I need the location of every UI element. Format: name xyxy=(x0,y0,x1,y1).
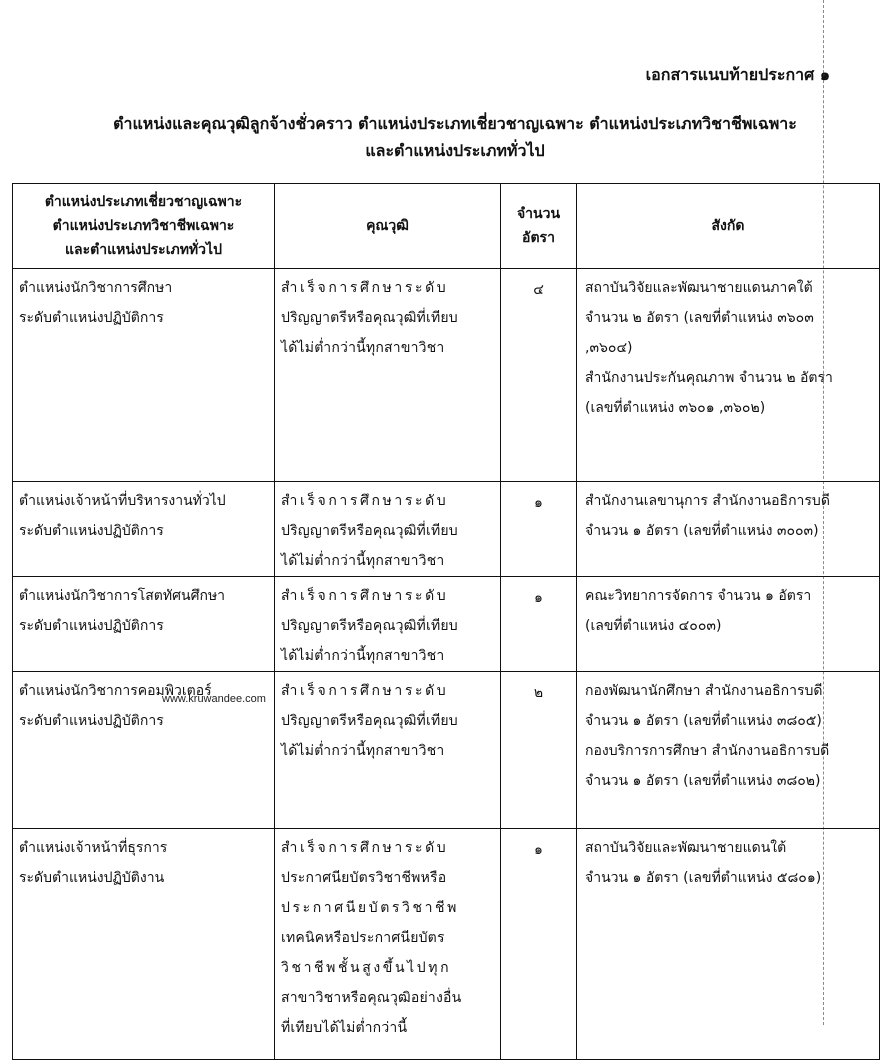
unit-cell xyxy=(577,482,880,577)
unit-line: คณะวิทยาการจัดการ จำนวน ๑ อัตรา xyxy=(585,588,812,604)
header-count xyxy=(501,184,577,269)
qualification-cell xyxy=(275,577,501,672)
position-cell xyxy=(13,269,275,482)
unit-line: สถาบันวิจัยและพัฒนาชายแดนใต้ xyxy=(585,840,787,856)
qualification-line: สำเร็จการศึกษาระดับ xyxy=(281,683,449,699)
header-position xyxy=(13,184,275,269)
qualification-line: ประกาศนียบัตรวิชาชีพ xyxy=(281,900,459,916)
position-cell xyxy=(13,577,275,672)
table-header-row xyxy=(13,184,880,269)
table-row xyxy=(13,269,880,482)
qualification-line: ได้ไม่ต่ำกว่านี้ทุกสาขาวิชา xyxy=(281,553,445,569)
count-cell: ๑ xyxy=(501,829,577,1060)
document-title xyxy=(60,110,850,164)
position-line: ตำแหน่งนักวิชาการคอมพิวเตอร์ xyxy=(19,683,212,699)
qualification-line: ปริญญาตรีหรือคุณวุฒิที่เทียบ xyxy=(281,523,458,539)
qualification-line: ได้ไม่ต่ำกว่านี้ทุกสาขาวิชา xyxy=(281,340,445,356)
watermark-text: www.kruwandee.com xyxy=(162,693,266,705)
qualification-line: สำเร็จการศึกษาระดับ xyxy=(281,588,449,604)
unit-line: (เลขที่ตำแหน่ง ๔๐๐๓) xyxy=(585,618,722,634)
qualification-line: ปริญญาตรีหรือคุณวุฒิที่เทียบ xyxy=(281,310,458,326)
qualification-cell xyxy=(275,482,501,577)
position-line: ตำแหน่งนักวิชาการโสตทัศนศึกษา xyxy=(19,588,226,604)
table-row xyxy=(13,672,880,829)
header-count-line: อัตรา xyxy=(522,230,555,246)
count-cell: ๑ xyxy=(501,482,577,577)
unit-line: กองพัฒนานักศึกษา สำนักงานอธิการบดี xyxy=(585,683,823,699)
position-line: ระดับตำแหน่งปฏิบัติการ xyxy=(19,713,164,729)
unit-line: จำนวน ๑ อัตรา (เลขที่ตำแหน่ง ๓๘๐๕) xyxy=(585,713,822,729)
unit-line: จำนวน ๑ อัตรา (เลขที่ตำแหน่ง ๓๐๐๓) xyxy=(585,523,819,539)
unit-line: จำนวน ๒ อัตรา (เลขที่ตำแหน่ง ๓๖๐๓ xyxy=(585,310,814,326)
qualification-line: วิชาชีพชั้นสูงขึ้นไปทุก xyxy=(281,960,452,976)
position-line: ระดับตำแหน่งปฏิบัติการ xyxy=(19,523,164,539)
qualification-line: ได้ไม่ต่ำกว่านี้ทุกสาขาวิชา xyxy=(281,743,445,759)
header-position-line: ตำแหน่งประเภทเชี่ยวชาญเฉพาะ xyxy=(44,194,243,210)
count-cell: ๒ xyxy=(501,672,577,829)
position-line: ตำแหน่งนักวิชาการศึกษา xyxy=(19,280,173,296)
count-cell: ๔ xyxy=(501,269,577,482)
header-count-line: จำนวน xyxy=(516,206,561,222)
qualification-line: สำเร็จการศึกษาระดับ xyxy=(281,493,449,509)
qualification-line: สำเร็จการศึกษาระดับ xyxy=(281,280,449,296)
header-unit: สังกัด xyxy=(577,184,880,269)
table-row xyxy=(13,577,880,672)
header-position-line: และตำแหน่งประเภททั่วไป xyxy=(65,242,222,258)
title-line-2: และตำแหน่งประเภททั่วไป xyxy=(365,141,545,160)
position-line: ระดับตำแหน่งปฏิบัติงาน xyxy=(19,870,165,886)
qualification-line: สาขาวิชาหรือคุณวุฒิอย่างอื่น xyxy=(281,990,462,1006)
header-position-line: ตำแหน่งประเภทวิชาชีพเฉพาะ xyxy=(52,218,235,234)
unit-cell xyxy=(577,672,880,829)
title-line-1: ตำแหน่งและคุณวุฒิลูกจ้างชั่วคราว ตำแหน่งประเภทเชี่ยวชาญเฉพาะ ตำแหน่งประเภทวิชาชีพเฉพาะ xyxy=(113,114,797,133)
table-row xyxy=(13,482,880,577)
unit-line: ,๓๖๐๔) xyxy=(585,340,633,356)
unit-cell xyxy=(577,577,880,672)
qualification-cell xyxy=(275,672,501,829)
header-qualification: คุณวุฒิ xyxy=(275,184,501,269)
positions-table xyxy=(12,183,880,1060)
unit-line: สถาบันวิจัยและพัฒนาชายแดนภาคใต้ xyxy=(585,280,813,296)
qualification-line: ได้ไม่ต่ำกว่านี้ทุกสาขาวิชา xyxy=(281,648,445,664)
unit-line: จำนวน ๑ อัตรา (เลขที่ตำแหน่ง ๓๘๐๒) xyxy=(585,773,821,789)
unit-line: สำนักงานประกันคุณภาพ จำนวน ๒ อัตรา xyxy=(585,370,833,386)
qualification-line: ปริญญาตรีหรือคุณวุฒิที่เทียบ xyxy=(281,713,458,729)
unit-line: กองบริการการศึกษา สำนักงานอธิการบดี xyxy=(585,743,830,759)
position-line: ตำแหน่งเจ้าหน้าที่บริหารงานทั่วไป xyxy=(19,493,226,509)
qualification-line: เทคนิคหรือประกาศนียบัตร xyxy=(281,930,445,946)
unit-cell xyxy=(577,269,880,482)
unit-line: (เลขที่ตำแหน่ง ๓๖๐๑ ,๓๖๐๒) xyxy=(585,400,766,416)
position-cell xyxy=(13,482,275,577)
qualification-line: ปริญญาตรีหรือคุณวุฒิที่เทียบ xyxy=(281,618,458,634)
qualification-line: ประกาศนียบัตรวิชาชีพหรือ xyxy=(281,870,447,886)
qualification-cell xyxy=(275,269,501,482)
unit-line: จำนวน ๑ อัตรา (เลขที่ตำแหน่ง ๕๘๐๑) xyxy=(585,870,822,886)
position-line: ระดับตำแหน่งปฏิบัติการ xyxy=(19,618,164,634)
position-line: ตำแหน่งเจ้าหน้าที่ธุรการ xyxy=(19,840,168,856)
qualification-line: สำเร็จการศึกษาระดับ xyxy=(281,840,449,856)
qualification-line: ที่เทียบได้ไม่ต่ำกว่านี้ xyxy=(281,1020,408,1036)
unit-line: สำนักงานเลขานุการ สำนักงานอธิการบดี xyxy=(585,493,830,509)
position-line: ระดับตำแหน่งปฏิบัติการ xyxy=(19,310,164,326)
annex-label: เอกสารแนบท้ายประกาศ ๑ xyxy=(645,65,830,84)
count-cell: ๑ xyxy=(501,577,577,672)
